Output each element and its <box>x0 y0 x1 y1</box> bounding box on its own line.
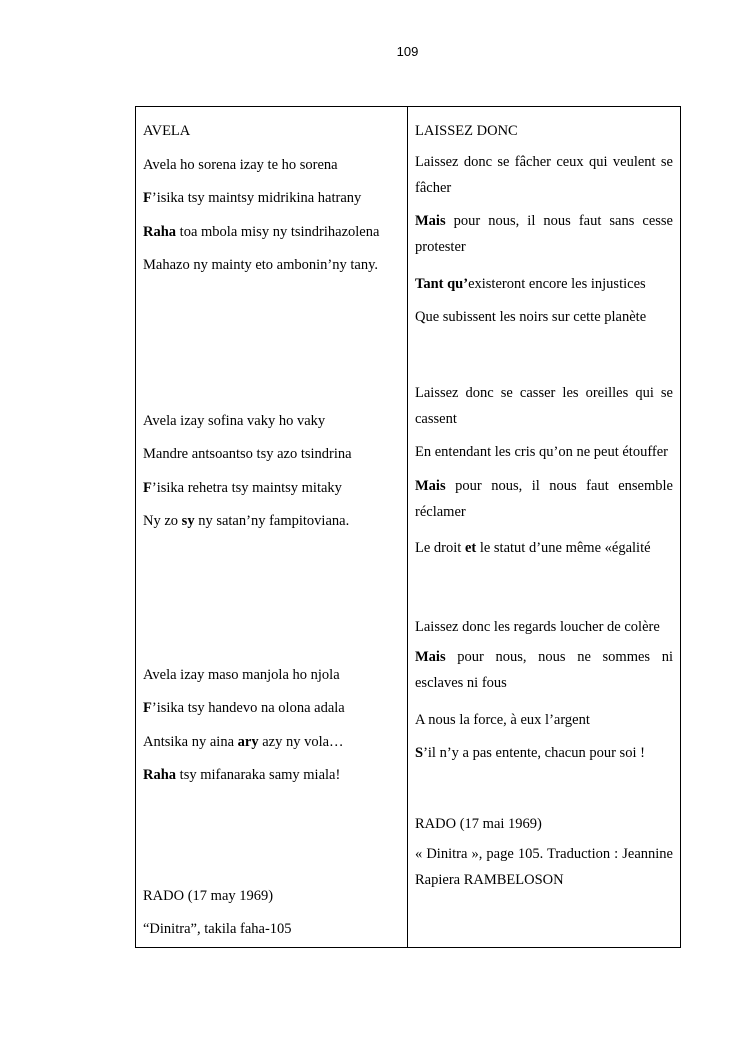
poem-line: F’isika rehetra tsy maintsy mitaky <box>143 479 342 496</box>
poem-line: F’isika tsy maintsy midrikina hatrany <box>143 190 362 206</box>
poem-line: Raha tsy mifanaraka samy miala! <box>143 767 341 783</box>
poem-translation-table <box>135 106 681 948</box>
french-column <box>408 107 681 948</box>
translation-line: Mais pour nous, il nous faut ensemble réclamer <box>415 477 673 520</box>
poem-line: Raha toa mbola misy ny tsindrihazolena <box>143 223 380 240</box>
translation-line: Laissez donc se fâcher ceux qui veulent se fâcher <box>415 153 673 196</box>
page-number: 109 <box>396 44 419 59</box>
translation-line: Que subissent les noirs sur cette planète <box>415 309 647 325</box>
poem-line: Avela izay sofina vaky ho vaky <box>143 412 326 429</box>
poem-reference: “Dinitra”, takila faha-105 <box>143 921 292 937</box>
poem-source: RADO (17 may 1969) <box>143 887 274 904</box>
translation-line: Laissez donc les regards loucher de colère <box>415 618 660 635</box>
translation-source: RADO (17 mai 1969) <box>415 815 542 832</box>
translation-line: En entendant les cris qu’on ne peut étouffer <box>415 444 668 460</box>
poem-line: Ny zo sy ny satan’ny fampitoviana. <box>143 513 350 529</box>
translation-line: Tant qu’existeront encore les injustices <box>415 275 646 292</box>
translation-reference: « Dinitra », page 105. Traduction : Jeannine Rapiera RAMBELOSON <box>415 846 673 888</box>
translation-line: Le droit et le statut d’une même «égalité <box>415 540 651 556</box>
translation-line: Mais pour nous, nous ne sommes ni esclaves ni fous <box>415 649 673 691</box>
poem-line: Avela ho sorena izay te ho sorena <box>143 156 338 173</box>
poem-line: Avela izay maso manjola ho njola <box>143 666 340 683</box>
translation-line: S’il n’y a pas entente, chacun pour soi ! <box>415 745 645 761</box>
translation-line: A nous la force, à eux l’argent <box>415 711 590 728</box>
poem-line: Mahazo ny mainty eto ambonin’ny tany. <box>143 257 379 273</box>
malagasy-column <box>136 107 408 948</box>
poem-line: Antsika ny aina ary azy ny vola… <box>143 733 344 750</box>
poem-title: AVELA <box>143 123 191 139</box>
translation-line: Mais pour nous, il nous faut sans cesse protester <box>415 213 673 255</box>
poem-line: F’isika tsy handevo na olona adala <box>143 700 345 716</box>
poem-line: Mandre antsoantso tsy azo tsindrina <box>143 446 352 462</box>
translation-line: Laissez donc se casser les oreilles qui se cassent <box>415 384 673 427</box>
translation-title: LAISSEZ DONC <box>415 123 518 139</box>
